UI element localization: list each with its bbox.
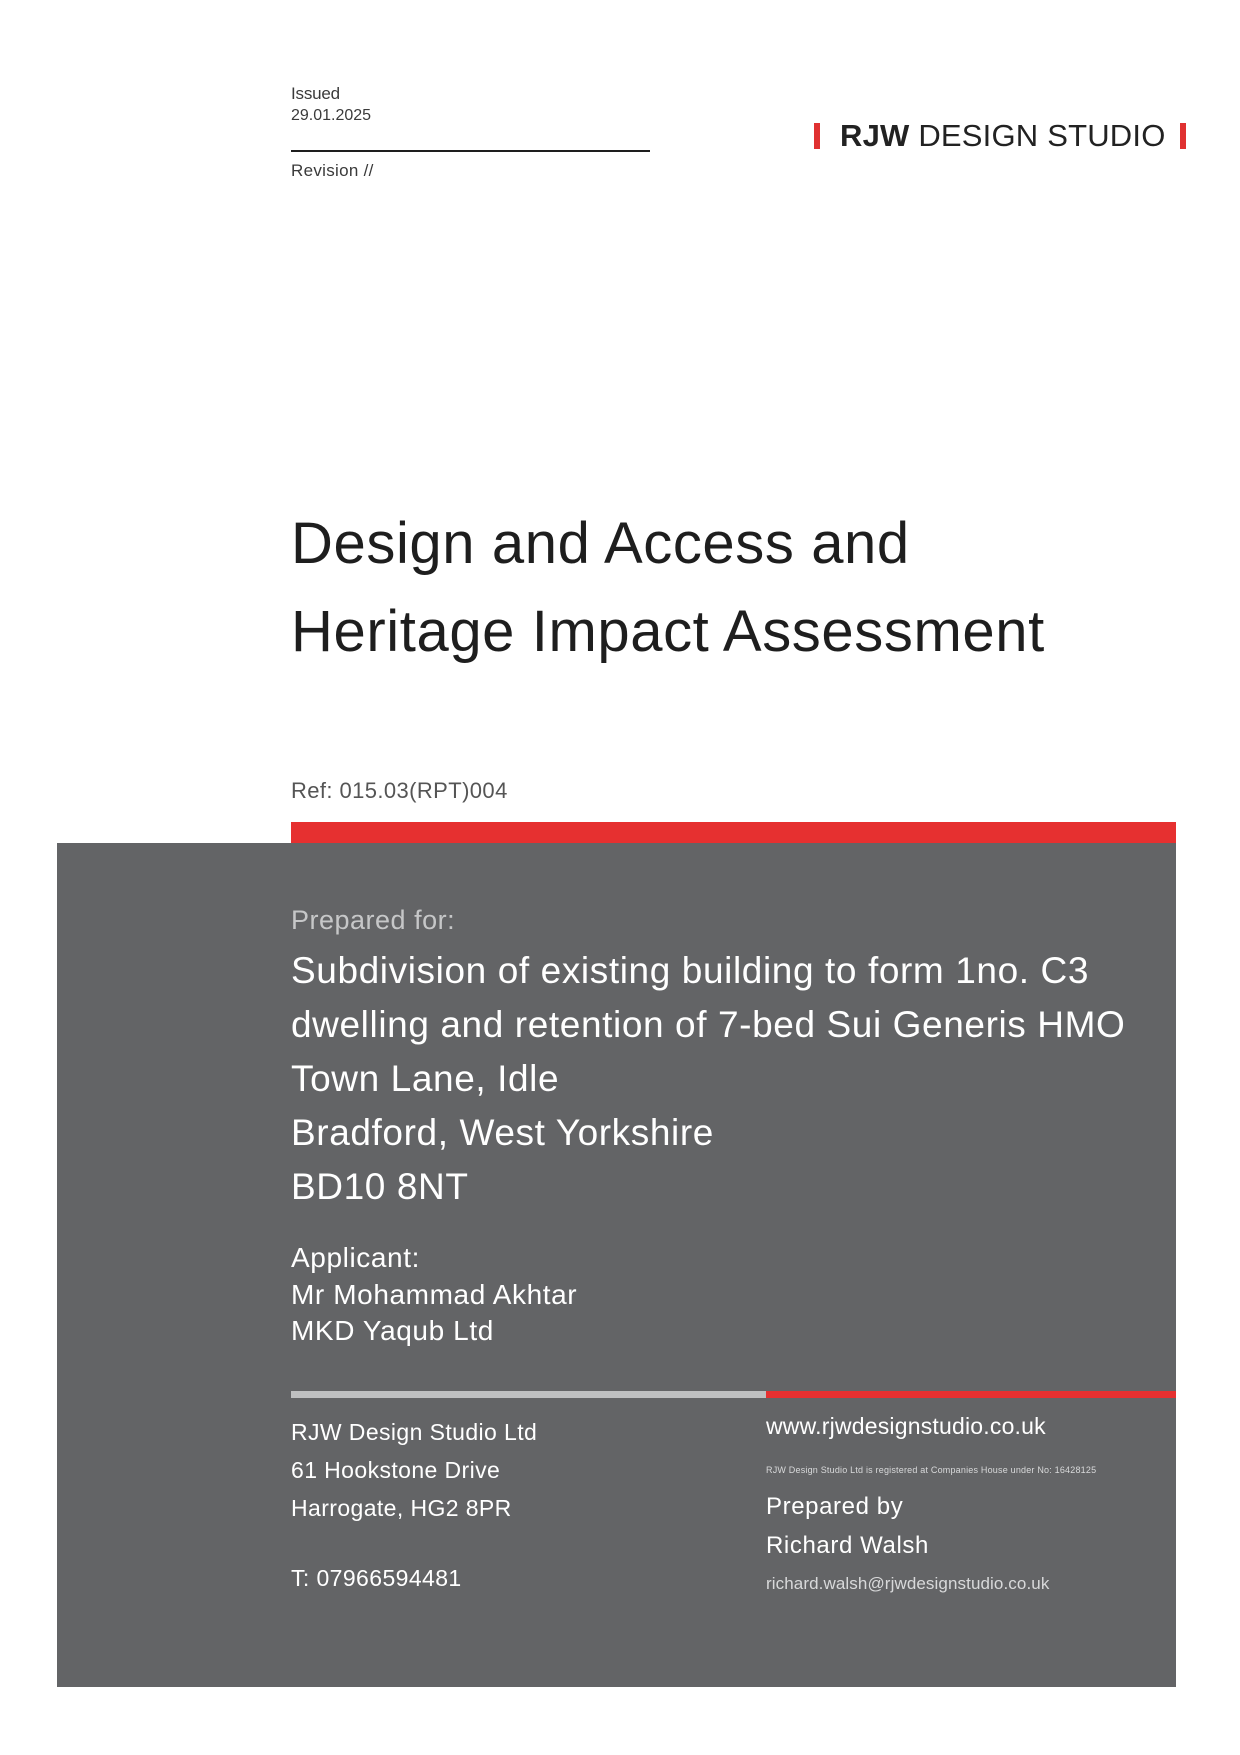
footer-divider-grey	[291, 1391, 766, 1398]
prepared-by-name: Richard Walsh	[766, 1532, 929, 1559]
prepared-for-label: Prepared for:	[291, 905, 456, 935]
document-title	[291, 500, 1191, 676]
company-registration-note: RJW Design Studio Ltd is registered at Companies House under No: 16428125	[766, 1465, 1097, 1475]
document-reference: Ref: 015.03(RPT)004	[291, 778, 508, 803]
applicant-details	[291, 1277, 577, 1349]
studio-name: RJW Design Studio Ltd	[291, 1419, 538, 1445]
project-line: Town Lane, Idle	[291, 1058, 560, 1099]
studio-town: Harrogate, HG2 8PR	[291, 1495, 512, 1521]
title-line-2: Heritage Impact Assessment	[291, 599, 1045, 664]
applicant-label: Applicant:	[291, 1242, 420, 1273]
header-divider	[291, 150, 650, 152]
logo-regular-text: DESIGN STUDIO	[918, 118, 1166, 153]
company-logo	[814, 116, 1186, 156]
project-line: dwelling and retention of 7-bed Sui Generis HMO	[291, 1004, 1126, 1045]
studio-phone: T: 07966594481	[291, 1565, 462, 1591]
project-line: BD10 8NT	[291, 1166, 469, 1207]
revision-label: Revision //	[291, 161, 374, 180]
issued-label: Issued	[291, 84, 340, 103]
issued-date: 29.01.2025	[291, 107, 372, 124]
red-accent-band	[291, 822, 1176, 843]
logo-text	[840, 118, 1166, 154]
studio-address	[291, 1413, 537, 1527]
logo-bold-text: RJW	[840, 118, 910, 153]
prepared-by-email[interactable]: richard.walsh@rjwdesignstudio.co.uk	[766, 1574, 1050, 1593]
website-link[interactable]: www.rjwdesignstudio.co.uk	[766, 1413, 1046, 1439]
project-line: Bradford, West Yorkshire	[291, 1112, 714, 1153]
prepared-by-label: Prepared by	[766, 1493, 904, 1520]
logo-left-bar	[814, 123, 820, 149]
title-line-1: Design and Access and	[291, 511, 910, 576]
project-description	[291, 944, 1125, 1214]
studio-street: 61 Hookstone Drive	[291, 1457, 501, 1483]
project-line: Subdivision of existing building to form 1no. C3	[291, 950, 1090, 991]
applicant-company: MKD Yaqub Ltd	[291, 1315, 494, 1346]
footer-divider-red	[766, 1391, 1176, 1398]
applicant-name: Mr Mohammad Akhtar	[291, 1279, 578, 1310]
logo-right-bar	[1180, 123, 1186, 149]
